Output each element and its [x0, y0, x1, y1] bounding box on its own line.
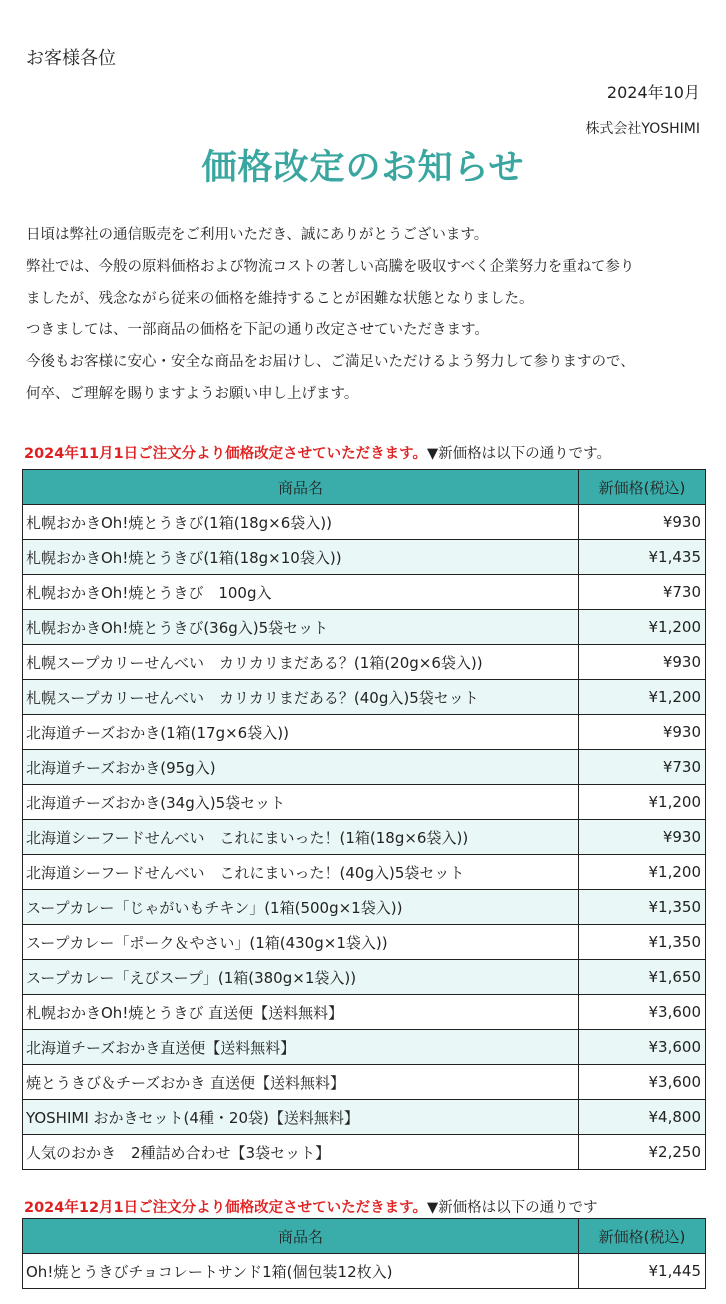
company-name: 株式会社YOSHIMI — [585, 121, 700, 137]
section2-notice — [24, 1196, 598, 1217]
effective-date-text: 2024年12月1日ご注文分より価格改定させていただきます。 — [24, 1200, 427, 1216]
product-price: ¥1,200 — [579, 855, 706, 890]
product-name: 札幌おかきOh!焼とうきび 直送便【送料無料】 — [23, 995, 579, 1030]
product-name: 札幌スープカリーせんべい カリカリまだある？(40g入)5袋セット — [23, 680, 579, 715]
product-price: ¥3,600 — [579, 1065, 706, 1100]
table-row — [23, 1254, 706, 1289]
product-name: 北海道シーフードせんべい これにまいった！(40g入)5袋セット — [23, 855, 579, 890]
product-price: ¥930 — [579, 820, 706, 855]
notice-text: ▼新価格は以下の通りです。 — [426, 446, 611, 462]
page-title: 価格改定のお知らせ — [201, 148, 525, 188]
product-name: 札幌おかきOh!焼とうきび(1箱(18g×6袋入)) — [23, 505, 579, 540]
table-row — [23, 1030, 706, 1065]
table-row — [23, 855, 706, 890]
price-table-2 — [22, 1218, 706, 1289]
product-name: スープカレー「ポーク＆やさい」(1箱(430g×1袋入)) — [23, 925, 579, 960]
table-row — [23, 1100, 706, 1135]
product-price: ¥3,600 — [579, 995, 706, 1030]
table-row — [23, 505, 706, 540]
product-name: 札幌おかきOh!焼とうきび 100g入 — [23, 575, 579, 610]
product-name: 焼とうきび＆チーズおかき 直送便【送料無料】 — [23, 1065, 579, 1100]
table-row — [23, 925, 706, 960]
greeting: お客様各位 — [26, 48, 116, 69]
table-row — [23, 715, 706, 750]
product-name: 北海道チーズおかき(95g入) — [23, 750, 579, 785]
table-row — [23, 890, 706, 925]
product-price: ¥1,350 — [579, 890, 706, 925]
product-price: ¥4,800 — [579, 1100, 706, 1135]
header-product: 商品名 — [23, 470, 579, 505]
product-price: ¥1,435 — [579, 540, 706, 575]
table-row — [23, 1065, 706, 1100]
table-row — [23, 680, 706, 715]
section1-notice — [24, 442, 611, 463]
product-name: YOSHIMI おかきセット(4種・20袋)【送料無料】 — [23, 1100, 579, 1135]
table-row — [23, 820, 706, 855]
table-row — [23, 995, 706, 1030]
table-row — [23, 540, 706, 575]
body-line: 何卒、ご理解を賜りますようお願い申し上げます。 — [26, 385, 359, 402]
effective-date-text: 2024年11月1日ご注文分より価格改定させていただきます。 — [24, 446, 427, 462]
header-price: 新価格(税込) — [579, 1219, 706, 1254]
product-name: スープカレー「えびスープ」(1箱(380g×1袋入)) — [23, 960, 579, 995]
product-name: 北海道シーフードせんべい これにまいった！(1箱(18g×6袋入)) — [23, 820, 579, 855]
body-text — [26, 220, 635, 411]
product-name: 人気のおかき 2種詰め合わせ【3袋セット】 — [23, 1135, 579, 1170]
body-line: 弊社では、今般の原料価格および物流コストの著しい高騰を吸収すべく企業努力を重ねて参り — [26, 258, 635, 275]
product-name: 北海道チーズおかき(1箱(17g×6袋入)) — [23, 715, 579, 750]
product-price: ¥930 — [579, 645, 706, 680]
notice-text: ▼新価格は以下の通りです — [426, 1200, 598, 1216]
header-price: 新価格(税込) — [579, 470, 706, 505]
table-row — [23, 1135, 706, 1170]
product-price: ¥730 — [579, 750, 706, 785]
body-line: 今後もお客様に安心・安全な商品をお届けし、ご満足いただけるよう努力して参りますので、 — [26, 354, 635, 371]
table-row — [23, 960, 706, 995]
product-price: ¥1,350 — [579, 925, 706, 960]
product-name: 北海道チーズおかき(34g入)5袋セット — [23, 785, 579, 820]
product-price: ¥1,650 — [579, 960, 706, 995]
product-name: 北海道チーズおかき直送便【送料無料】 — [23, 1030, 579, 1065]
product-name: 札幌スープカリーせんべい カリカリまだある？(1箱(20g×6袋入)) — [23, 645, 579, 680]
product-price: ¥1,200 — [579, 610, 706, 645]
product-name: Oh!焼とうきびチョコレートサンド1箱(個包装12枚入) — [23, 1254, 579, 1289]
product-price: ¥930 — [579, 505, 706, 540]
body-line: つきましては、一部商品の価格を下記の通り改定させていただきます。 — [26, 322, 489, 339]
product-price: ¥1,445 — [579, 1254, 706, 1289]
body-line: ましたが、残念ながら従来の価格を維持することが困難な状態となりました。 — [26, 290, 534, 307]
product-name: スープカレー「じゃがいもチキン」(1箱(500g×1袋入)) — [23, 890, 579, 925]
product-name: 札幌おかきOh!焼とうきび(1箱(18g×10袋入)) — [23, 540, 579, 575]
table-row — [23, 750, 706, 785]
product-price: ¥3,600 — [579, 1030, 706, 1065]
product-name: 札幌おかきOh!焼とうきび(36g入)5袋セット — [23, 610, 579, 645]
product-price: ¥730 — [579, 575, 706, 610]
product-price: ¥930 — [579, 715, 706, 750]
product-price: ¥1,200 — [579, 785, 706, 820]
table-row — [23, 645, 706, 680]
notice-date: 2024年10月 — [606, 83, 700, 102]
price-table-1 — [22, 469, 706, 1170]
product-price: ¥2,250 — [579, 1135, 706, 1170]
table-row — [23, 785, 706, 820]
table-row — [23, 610, 706, 645]
header-product: 商品名 — [23, 1219, 579, 1254]
table-row — [23, 575, 706, 610]
body-line: 日頃は弊社の通信販売をご利用いただき、誠にありがとうございます。 — [26, 227, 489, 243]
product-price: ¥1,200 — [579, 680, 706, 715]
